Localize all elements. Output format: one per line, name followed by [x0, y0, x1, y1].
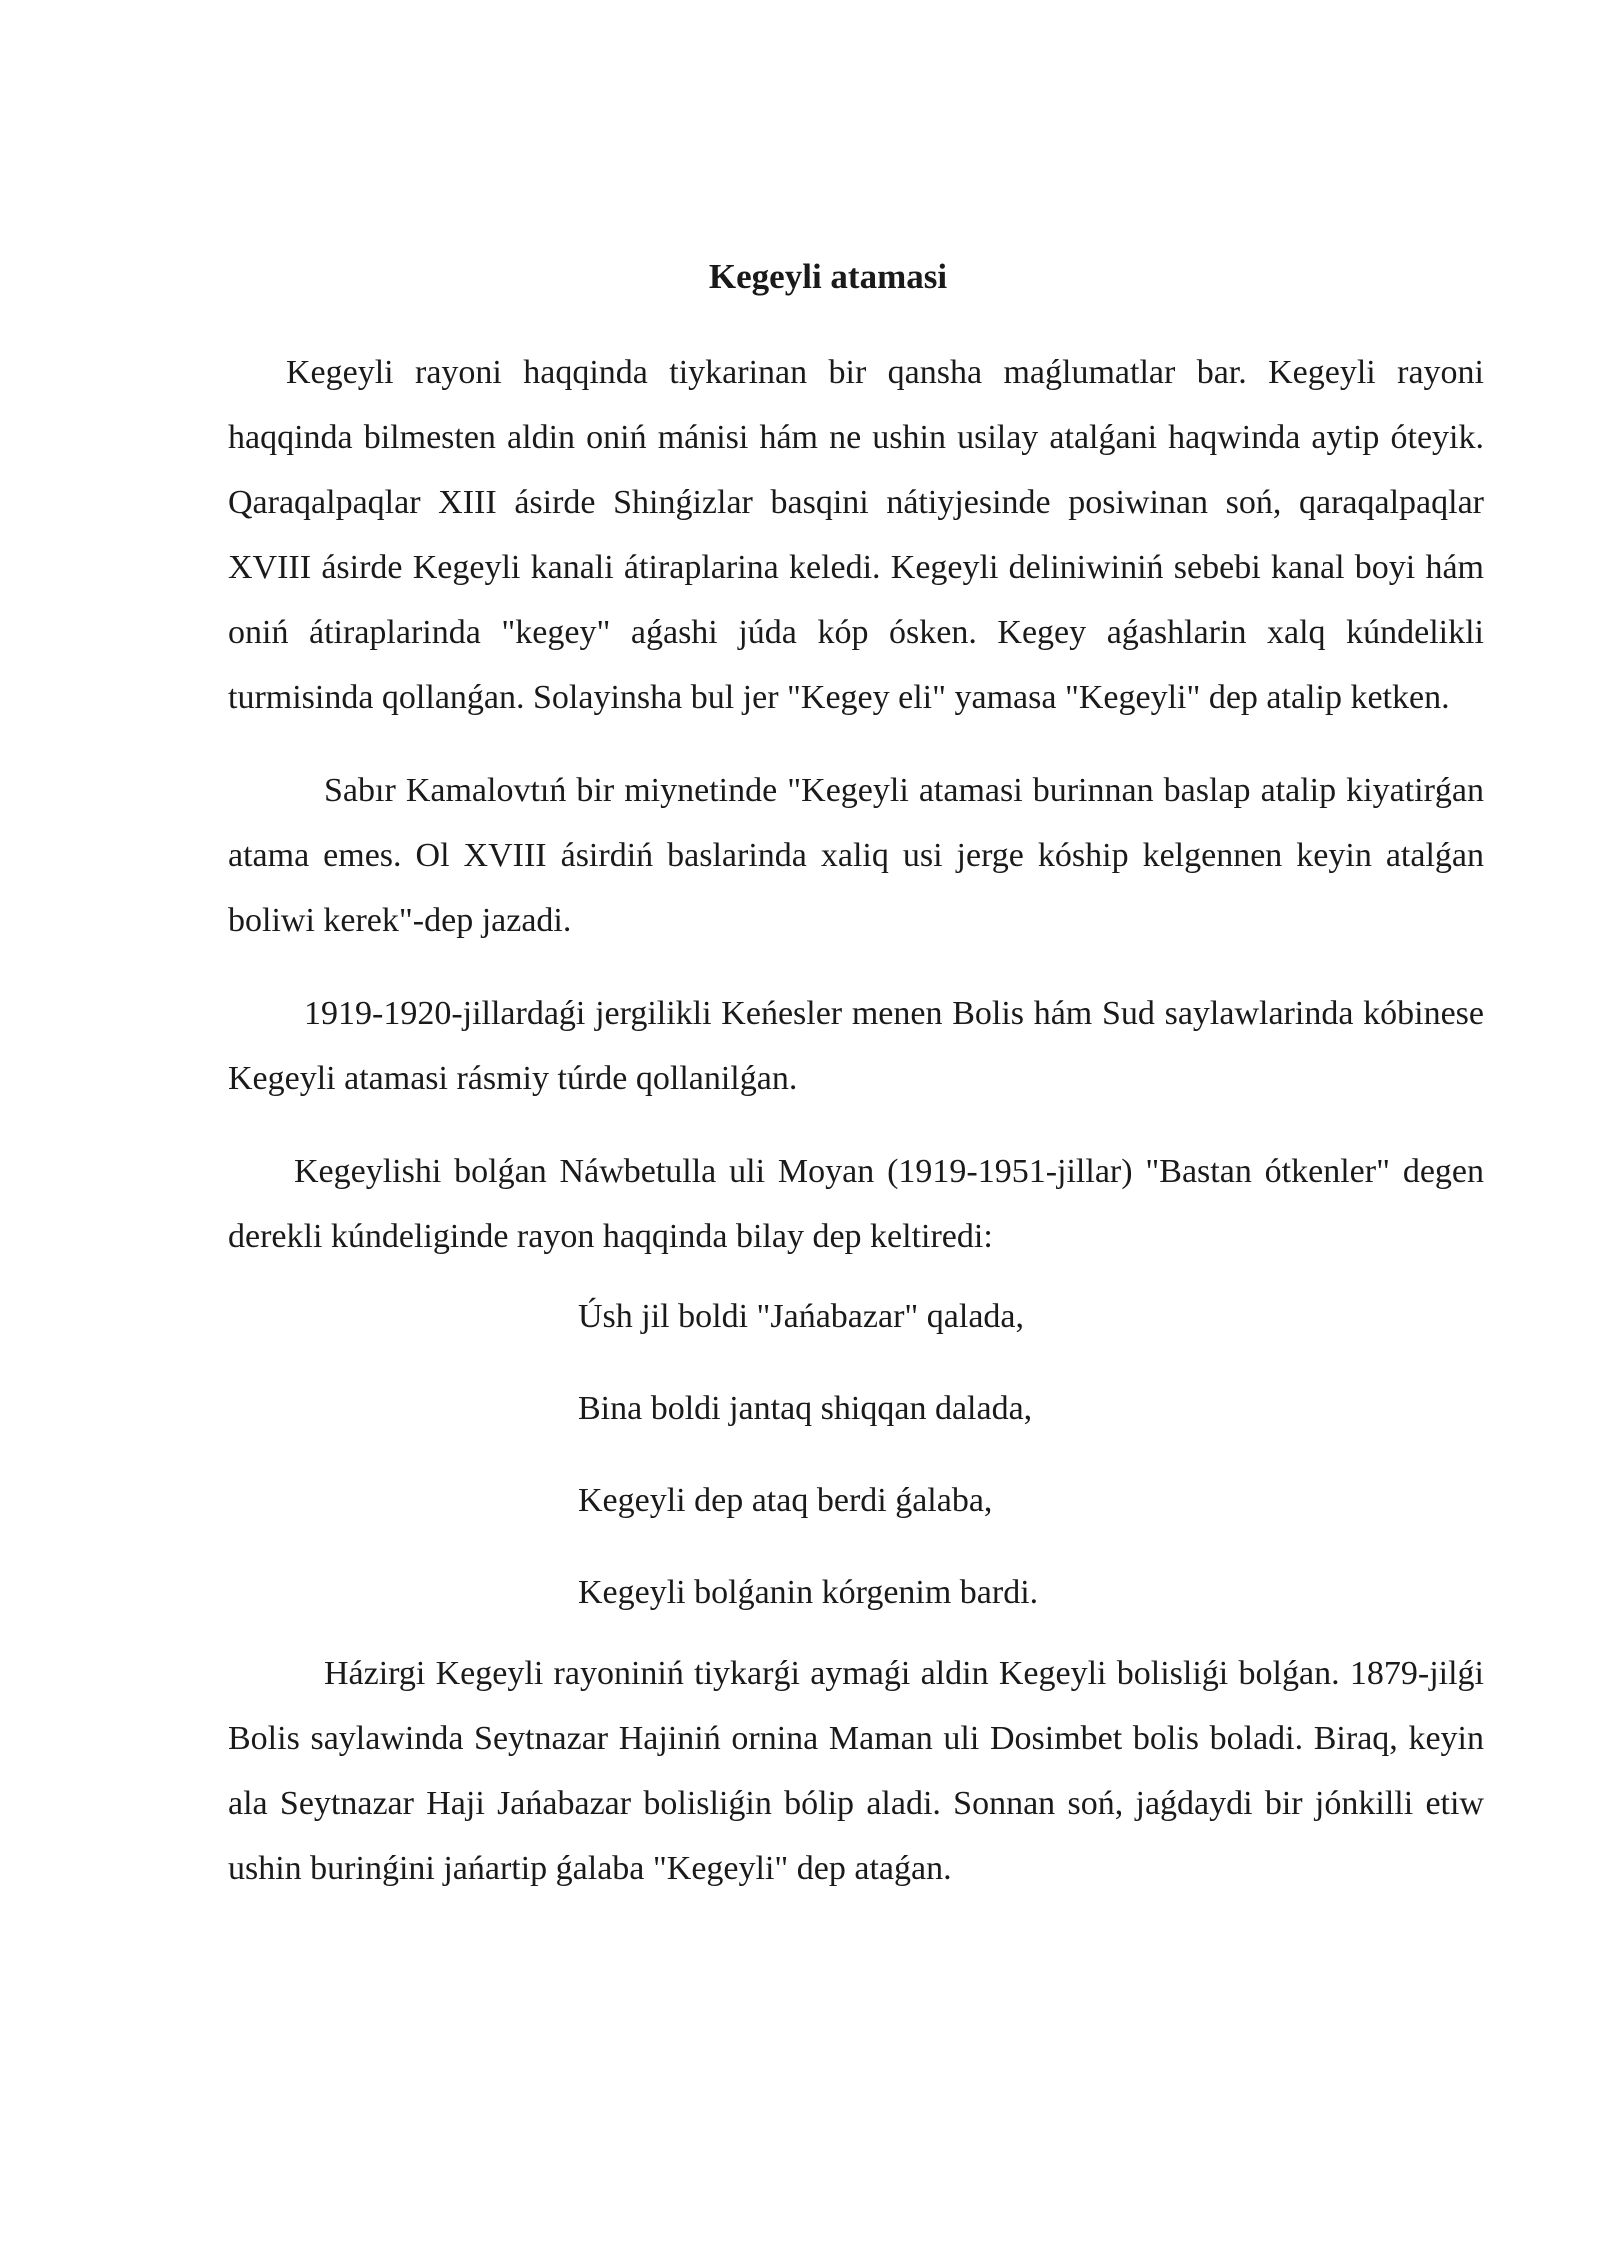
poem-line-3: Kegeyli dep ataq berdi ǵalaba,: [578, 1482, 993, 1519]
paragraph-1: Kegeyli rayoni haqqinda tiykarinan bir qansha maǵlumatlar bar. Kegeyli rayoni haqqinda bilmesten aldin oniń mánisi hám ne ushin usilay atalǵani haqwinda aytip óteyik. Qaraqalpaqlar XIII ásirde Shinǵizlar basqini nátiyjesinde posiwinan soń, qaraqalpaqlar XVIII ásirde Kegeyli kanali átiraplarina keledi. Kegeyli deliniwiniń sebebi kanal boyi hám oniń átiraplarinda "kegey" aǵashi júda kóp ósken. Kegey aǵashlarin xalq kúndelikli turmisinda qollanǵan. Solayinsha bul jer "Kegey eli" yamasa "Kegeyli" dep atalip ketken.: [228, 354, 1484, 716]
poem-line-1: Úsh jil boldi "Jańabazar" qalada,: [578, 1298, 1025, 1335]
poem-block: [228, 1297, 1484, 1613]
paragraph-2: Sabır Kamalovtıń bir miynetinde "Kegeyli atamasi burinnan baslap atalip kiyatirǵan atama emes. Ol XVIII ásirdiń baslarinda xaliq usi jerge kóship kelgennen keyin atalǵan boliwi kerek"-dep jazadi.: [228, 772, 1484, 939]
paragraph-3: 1919-1920-jillardaǵi jergilikli Keńesler menen Bolis hám Sud saylawlarinda kóbinese Kegeyli atamasi rásmiy túrde qollanilǵan.: [228, 995, 1484, 1097]
closing-paragraph: Házirgi Kegeyli rayoniniń tiykarǵi aymaǵi aldin Kegeyli bolisliǵi bolǵan. 1879-jilǵi Bolis saylawinda Seytnazar Hajiniń ornina Maman uli Dosimbet bolis boladi. Biraq, keyin ala Seytnazar Haji Jańabazar bolisliǵin bólip aladi. Sonnan soń, jaǵdaydi bir jónkilli etiw ushin burinǵini jańartip ǵalaba "Kegeyli" dep ataǵan.: [228, 1655, 1484, 1887]
poem-line-2: Bina boldi jantaq shiqqan dalada,: [578, 1390, 1033, 1427]
paragraph-4: Kegeylishi bolǵan Náwbetulla uli Moyan (1919-1951-jillar) "Bastan ótkenler" degen derekli kúndeliginde rayon haqqinda bilay dep keltiredi:: [228, 1153, 1484, 1255]
document-body: [228, 340, 1484, 1929]
document-title: Kegeyli atamasi: [708, 257, 948, 296]
poem-line-4: Kegeyli bolǵanin kórgenim bardi.: [578, 1574, 1039, 1611]
